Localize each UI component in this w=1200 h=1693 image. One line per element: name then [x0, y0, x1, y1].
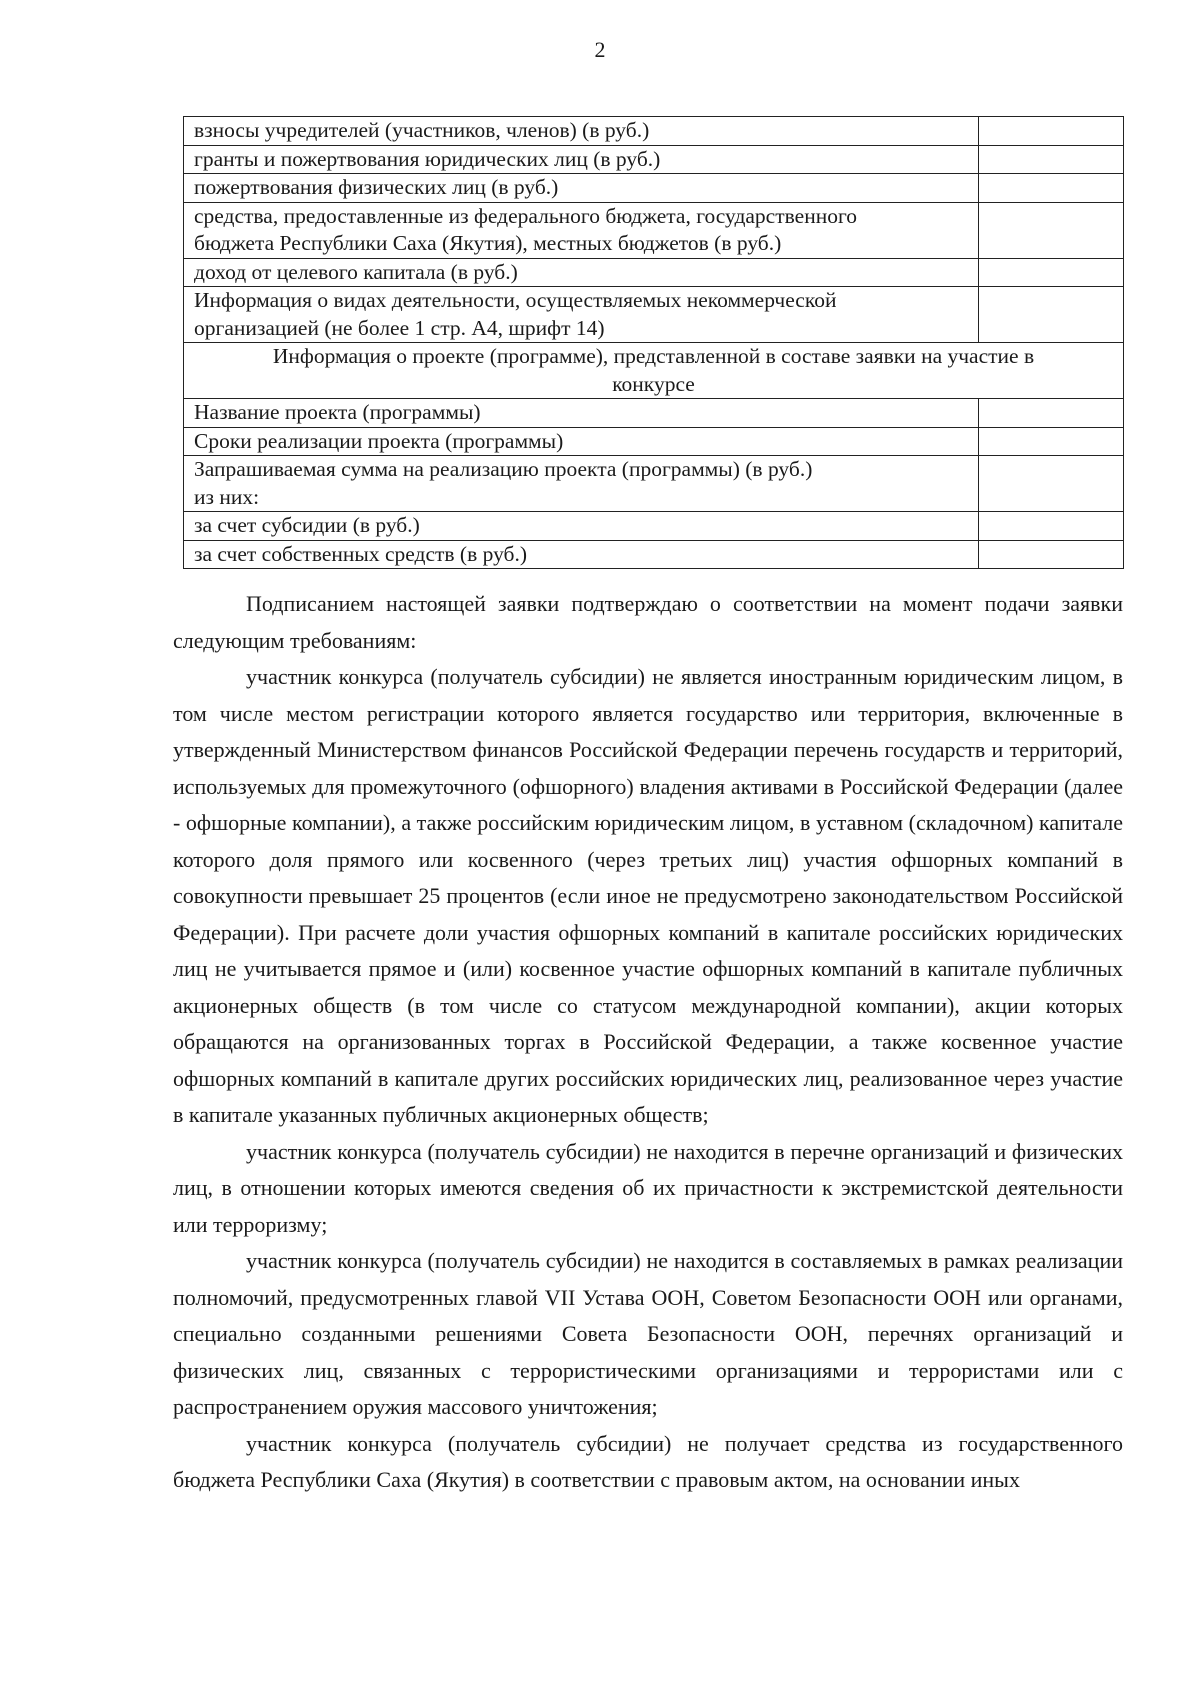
row-value-cell [978, 202, 1123, 258]
row-label-cell: Запрашиваемая сумма на реализацию проекта (программы) (в руб.) из них: [184, 456, 979, 512]
row-label-cell: за счет собственных средств (в руб.) [184, 540, 979, 569]
table-row [184, 456, 1124, 512]
paragraph-budget-requirement: участник конкурса (получатель субсидии) не получает средства из государственного бюджета Республики Саха (Якутия) в соответствии с правовым актом, на основании иных [173, 1430, 1123, 1492]
table-row [184, 512, 1124, 541]
row-label-cell: Сроки реализации проекта (программы) [184, 427, 979, 456]
row-label-cell: средства, предоставленные из федерального бюджета, государственного бюджета Республики Саха (Якутия), местных бюджетов (в руб.) [184, 202, 979, 258]
table-row [184, 117, 1124, 146]
table-row [184, 145, 1124, 174]
body-text [173, 586, 1123, 1499]
paragraph-offshore-requirement: участник конкурса (получатель субсидии) не является иностранным юридическим лицом, в том числе местом регистрации которого является государство или территория, включенные в утвержденный Министерством финансов Российской Федерации перечень государств и территорий, используемых для промежуточного (офшорного) владения активами в Российской Федерации (далее - офшорные компании), а также российским юридическим лицом, в уставном (складочном) капитале которого доля прямого или косвенного (через третьих лиц) участия офшорных компаний в совокупности превышает 25 процентов (если иное не предусмотрено законодательством Российской Федерации). При расчете доли участия офшорных компаний в капитале российских юридических лиц не учитывается прямое и (или) косвенное участие офшорных компаний в капитале публичных акционерных обществ (в том числе со статусом международной компании), акции которых обращаются на организованных торгах в Российской Федерации, а также косвенное участие офшорных компаний в капитале других российских юридических лиц, реализованное через участие в капитале указанных публичных акционерных обществ; [173, 664, 1123, 1127]
row-value-cell [978, 456, 1123, 512]
table-row [184, 202, 1124, 258]
row-label-cell: Название проекта (программы) [184, 399, 979, 428]
row-value-cell [978, 399, 1123, 428]
table-section-row [184, 343, 1124, 399]
row-label-cell: доход от целевого капитала (в руб.) [184, 258, 979, 287]
section-heading-cell: Информация о проекте (программе), представленной в составе заявки на участие в конкурсе [184, 343, 1124, 399]
row-value-cell [978, 174, 1123, 203]
row-value-cell [978, 427, 1123, 456]
row-value-cell [978, 512, 1123, 541]
table-row [184, 427, 1124, 456]
row-label-cell: взносы учредителей (участников, членов) (в руб.) [184, 117, 979, 146]
row-value-cell [978, 145, 1123, 174]
row-label-cell: Информация о видах деятельности, осуществляемых некоммерческой организацией (не более 1 стр. А4, шрифт 14) [184, 287, 979, 343]
table-row [184, 399, 1124, 428]
table-row [184, 540, 1124, 569]
page-number: 2 [594, 37, 606, 62]
row-label-cell: за счет субсидии (в руб.) [184, 512, 979, 541]
paragraph-extremism-requirement: участник конкурса (получатель субсидии) не находится в перечне организаций и физических лиц, в отношении которых имеются сведения об их причастности к экстремистской деятельности или терроризму; [173, 1138, 1123, 1237]
row-label-cell: пожертвования физических лиц (в руб.) [184, 174, 979, 203]
application-form-table [183, 116, 1124, 569]
paragraph-un-sanctions-requirement: участник конкурса (получатель субсидии) не находится в составляемых в рамках реализации полномочий, предусмотренных главой VII Устава ООН, Советом Безопасности ООН или органами, специально созданными решениями Совета Безопасности ООН, перечнях организаций и физических лиц, связанных с террористическими организациями и террористами или с распространением оружия массового уничтожения; [173, 1248, 1123, 1419]
row-label-cell: гранты и пожертвования юридических лиц (в руб.) [184, 145, 979, 174]
row-value-cell [978, 287, 1123, 343]
row-value-cell [978, 117, 1123, 146]
table-row [184, 287, 1124, 343]
table-row [184, 258, 1124, 287]
table-row [184, 174, 1124, 203]
row-value-cell [978, 258, 1123, 287]
paragraph-intro: Подписанием настоящей заявки подтверждаю о соответствии на момент подачи заявки следующим требованиям: [173, 591, 1123, 653]
row-value-cell [978, 540, 1123, 569]
